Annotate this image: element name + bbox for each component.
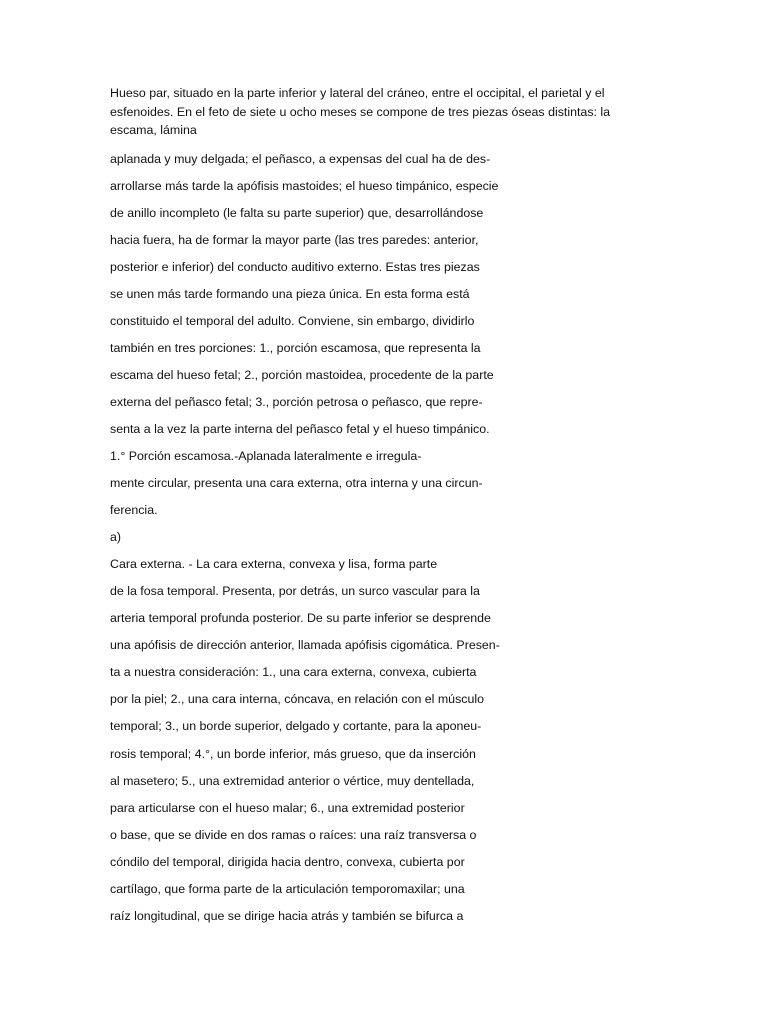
text-line: senta a la vez la parte interna del peñasco fetal y el hueso timpánico. <box>110 421 490 436</box>
text-line: al masetero; 5., una extremidad anterior o vértice, muy dentellada, <box>110 773 475 788</box>
text-line: posterior e inferior) del conducto auditivo externo. Estas tres piezas <box>110 259 480 274</box>
text-line: escama del hueso fetal; 2., porción mastoidea, procedente de la parte <box>110 367 494 382</box>
text-line: o base, que se divide en dos ramas o raíces: una raíz transversa o <box>110 827 477 842</box>
text-line: para articularse con el hueso malar; 6., una extremidad posterior <box>110 800 465 815</box>
text-line: de la fosa temporal. Presenta, por detrás, un surco vascular para la <box>110 584 480 599</box>
text-line: también en tres porciones: 1., porción escamosa, que representa la <box>110 340 481 355</box>
subsection-heading-line: Cara externa. - La cara externa, convexa y lisa, forma parte <box>110 557 438 572</box>
text-line: externa del peñasco fetal; 3., porción petrosa o peñasco, que repre- <box>110 394 483 409</box>
text-line: raíz longitudinal, que se dirige hacia atrás y también se bifurca a <box>110 908 464 923</box>
text-line: hacia fuera, ha de formar la mayor parte (las tres paredes: anterior, <box>110 232 479 247</box>
text-line: cóndilo del temporal, dirigida hacia dentro, convexa, cubierta por <box>110 854 465 869</box>
text-line: de anillo incompleto (le falta su parte superior) que, desarrollándose <box>110 205 484 220</box>
text-line: arteria temporal profunda posterior. De su parte inferior se desprende <box>110 611 491 626</box>
text-line: cartílago, que forma parte de la articulación temporomaxilar; una <box>110 881 465 896</box>
section-heading-line: 1.° Porción escamosa.-Aplanada lateralmente e irregula- <box>110 449 422 464</box>
text-lines <box>110 150 650 934</box>
subsection-marker: a) <box>110 530 122 545</box>
text-line: mente circular, presenta una cara externa, otra interna y una circun- <box>110 476 483 491</box>
text-line: ta a nuestra consideración: 1., una cara externa, convexa, cubierta <box>110 665 477 680</box>
document-body <box>110 84 650 934</box>
text-line: ferencia. <box>110 503 158 518</box>
text-line: arrollarse más tarde la apófisis mastoides; el hueso timpánico, especie <box>110 178 499 193</box>
intro-paragraph: Hueso par, situado en la parte inferior y lateral del cráneo, entre el occipital, el parietal y el esfenoides. En el feto de siete u ocho meses se compone de tres piezas óseas distintas: la escama, lámina <box>110 86 611 137</box>
text-line: temporal; 3., un borde superior, delgado y cortante, para la aponeu- <box>110 719 482 734</box>
text-line: una apófisis de dirección anterior, llamada apófisis cigomática. Presen- <box>110 638 500 653</box>
text-line: se unen más tarde formando una pieza única. En esta forma está <box>110 286 470 301</box>
text-line: aplanada y muy delgada; el peñasco, a expensas del cual ha de des- <box>110 151 491 166</box>
text-line: rosis temporal; 4.°, un borde inferior, más grueso, que da inserción <box>110 746 476 761</box>
text-line: constituido el temporal del adulto. Conviene, sin embargo, dividirlo <box>110 313 475 328</box>
text-line: por la piel; 2., una cara interna, cóncava, en relación con el músculo <box>110 692 485 707</box>
